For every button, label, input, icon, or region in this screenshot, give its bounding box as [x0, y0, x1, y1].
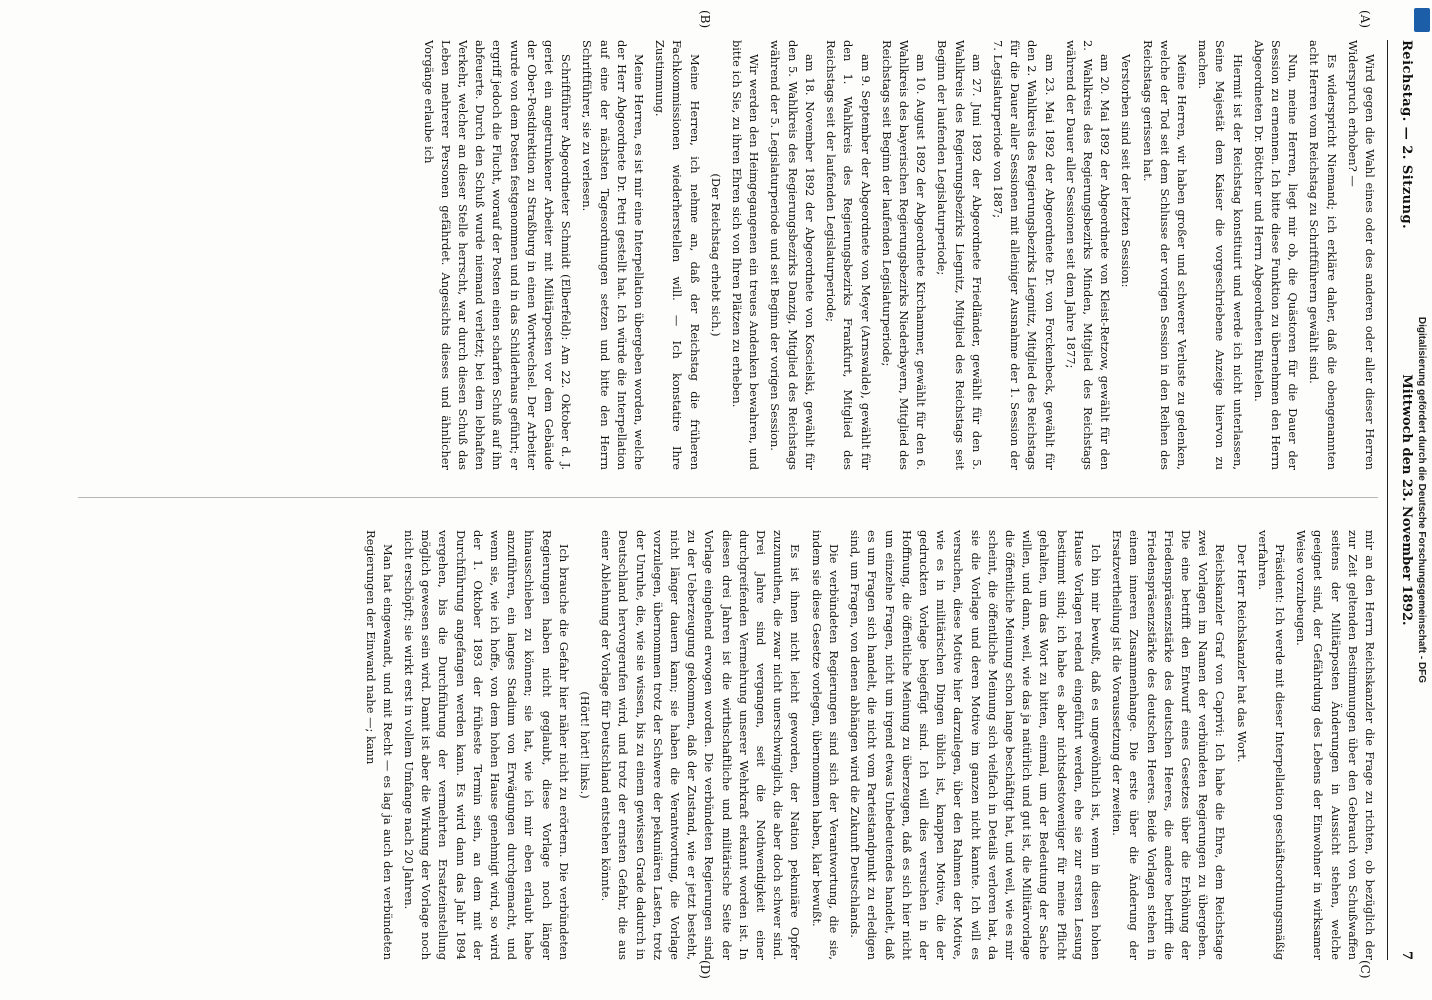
paragraph: mir an den Herrn Reichskanzler die Frage zu richten, ob bezüglich der zur Zeit geltenden Bestimmungen über den Gebrauch von Schußwaffen seitens der Militärposten Änderungen in Aussicht stehen, welche geeignet sind, der Gefährdung des Lebens der Einwohner in wirksamer Weise vorzubeugen.	[1294, 530, 1377, 960]
paragraph: am 9. September der Abgeordnete von Meyer (Arnswalde), gewählt für den 1. Wahlkreis des Regierungsbezirks Frankfurt, Mitglied des Reichstags seit der laufenden Legislaturperiode;	[824, 40, 873, 470]
paragraph: am 18. November 1892 der Abgeordnete von Koscielski, gewählt für den 5. Wahlkreis des Regierungsbezirks Danzig, Mitglied des Reichstags während der 5. Legislaturperiode und seit Beginn der vorigen Session.	[768, 40, 817, 470]
paragraph: am 27. Juni 1892 der Abgeordnete Friedländer, gewählt für den 5. Wahlkreis des Regierungsbezirks Liegnitz, Mitglied des Reichstags seit Beginn der laufenden Legislaturperiode;	[935, 40, 984, 470]
digitization-credit	[1410, 0, 1432, 1000]
paragraph: am 23. Mai 1892 der Abgeordnete Dr. von Forckenbeck, gewählt für den 2. Wahlkreis des Regierungsbezirks Liegnitz, Mitglied des Reichstags für die Dauer aller Sessionen mit alleiniger Ausnahme der 1. Session der 7. Legislaturperiode von 1887;	[990, 40, 1057, 470]
paragraph: Schriftführer Abgeordneter Schmidt (Elberfeld): Am 22. Oktober d. J. geriet ein angetrunkener Arbeiter mit Militärposten vor dem Gebäude der Ober-Postdirektion zu Straßburg in einen Wortwechsel. Der Arbeiter wurde von dem Posten festgenommen und in das Schilderhaus geführt; er ergriff jedoch die Flucht, worauf der Posten einen scharfen Schuß auf ihn abfeuerte. Durch den Schuß wurde niemand verletzt; bei dem lebhaften Verkehr, welcher an dieser Stelle herrscht, war durch diesen Schuß das Leben mehrerer Personen gefährdet. Angesichts dieses und ähnlicher Vorgänge erlaube ich	[421, 40, 574, 470]
right-column	[48, 530, 1378, 960]
page-number: 7	[1399, 950, 1414, 960]
paragraph: Es widerspricht Niemand; ich erkläre daher, daß die obengenannten acht Herren vom Reichstag zu Schriftführern gewählt sind.	[1307, 40, 1339, 470]
paragraph: Wird gegen die Wahl eines oder des anderen oder aller dieser Herren Widerspruch erhoben? —	[1345, 40, 1377, 470]
stage-direction: (Hört! hört! links.)	[578, 691, 593, 799]
margin-letter-a: (A)	[1358, 10, 1372, 29]
stage-direction: (Der Reichstag erhebt sich.)	[708, 173, 723, 337]
paragraph: Ich bin mir bewußt, daß es ungewöhnlich ist, wenn in diesen hohen Hause Vorlagen redend eingeführt werden, ehe sie zur ersten Lesung bestimmt sind; ich habe es aber nichtsdestoweniger für meine Pflicht gehalten, um das Wort zu bitten, einmal, um der Bedeutung der Sache willen, und dann, weil, wie das ja natürlich und gut ist, die Militärvorlage die öffentliche Meinung schon lange beschäftigt hat, und weil, wie es mir scheint, die öffentliche Meinung sich vielfach in Details verloren hat, da sie die Vorlage und deren Motive im ganzen nicht kannte. Ich will es versuchen, diese Motive hier darzulegen, über den Rahmen der Motive, wie es in militärischen Dingen üblich ist, knappen Motive, die der gedruckten Vorlage beigefügt sind. Ich will dies versuchen in der Hoffnung, die öffentliche Meinung zu überzeugen, daß es sich hier nicht um einzelne Fragen, nicht um irgend etwas Unbedeutendes handelt, daß es um Fragen sich handelt, die nicht vom Parteistandpunkt zu erledigen sind, um Fragen, von denen abhängen wird die Zukunft Deutschlands.	[848, 530, 1103, 960]
paragraph: Meine Herren, wir haben großer und schwerer Verluste zu gedenken, welche der Tod seit dem Schlusse der vorigen Session in den Reihen des Reichstags gerissen hat.	[1140, 40, 1189, 470]
paragraph: Der Herr Reichskanzler hat das Wort.	[1234, 544, 1249, 763]
header-rule	[1387, 40, 1388, 960]
paragraph: Ich brauche die Gefahr hier näher nicht zu erörtern. Die verbündeten Regierungen haben nicht geglaubt, diese Vorlage noch länger hinausschieben zu können; sie hat, wie ich mir eben erlaubt habe anzuführen, ein langes Stadium von Erwägungen durchgemacht, und wenn sie, wie ich hoffe, von dem hohen Hause genehmigt wird, so wird der 1. Oktober 1893 der früheste Termin sein, an dem mit der Durchführung angefangen werden kann. Es wird dann das Jahr 1894 vergehen, bis die Durchführung der vermehrten Ersatzeinstellung möglich gewesen sein wird. Damit ist aber die Wirkung der Vorlage noch nicht erschöpft; sie wirkt erst in vollem Umfange nach 20 Jahren.	[402, 530, 571, 960]
paragraph: Präsident: Ich werde mit dieser Interpellation geschäftsordnungsmäßig verfahren.	[1255, 530, 1287, 960]
paragraph: am 10. August 1892 der Abgeordnete Kirchammer, gewählt für den 6. Wahlkreis des bayerischen Regierungsbezirks Niederbayern, Mitglied des Reichstags seit Beginn der laufenden Legislaturperiode;	[879, 40, 929, 470]
paragraph: Wir werden den Heimgegangenen ein treues Andenken bewahren, und bitte ich Sie, zu ihren Ehren sich von Ihren Plätzen zu erheben.	[730, 40, 762, 470]
margin-letter-b: (B)	[698, 10, 712, 29]
paragraph: Reichskanzler Graf von Caprivi: Ich habe die Ehre, dem Reichstage zwei Vorlagen im Namen der verbündeten Regierungen zu übergeben. Die eine betrifft den Entwurf eines Gesetzes über die Erhöhung der Friedenspräsenzstärke des deutschen Heeres, die andere betrifft die Friedenspräsenzstärke des deutschen Heeres. Beide Vorlagen stehen in einem inneren Zusammenhange. Die erste über die Änderung der Ersatzvertheilung ist die Voraussetzung der zweiten.	[1110, 530, 1228, 960]
margin-letter-d: (D)	[698, 960, 712, 979]
column-divider	[78, 497, 1378, 498]
paragraph: Meine Herren, es ist mir eine Interpellation übergeben worden, welche der Herr Abgeordnete Dr. Petri gestellt hat. Ich würde die Interpellation auf eine der nächsten Tagesordnungen setzen und bitte den Herrn Schriftführer, sie zu verlesen.	[580, 40, 647, 470]
paragraph: Man hat eingewandt, und mit Recht — es lag ja auch den verbündeten Regierungen der Einwand nahe —; kann	[363, 530, 395, 960]
dfg-logo-icon	[1414, 8, 1430, 32]
header-left: Reichstag. — 2. Sitzung.	[1399, 40, 1414, 230]
paragraph: am 20. Mai 1892 der Abgeordnete von Kleist-Retzow, gewählt für den 2. Wahlkreis des Regierungsbezirks Minden, Mitglied des Reichstags während der Dauer aller Sessionen seit dem Jahre 1877;	[1063, 40, 1113, 470]
left-column	[48, 40, 1378, 470]
paragraph: Es ist ihnen nicht leicht geworden, der Nation pekuniäre Opfer zuzumuthen, die zwar nicht unerschwinglich, die aber doch schwer sind. Drei Jahre sind vergangen, seit die Nothwendigkeit einer durchgreifenden Vermehrung unserer Wehrkraft erkannt worden ist. In diesen drei Jahren ist die wirthschaftliche und militärische Seite der Vorlage eingehend erwogen worden. Die verbündeten Regierungen sind zu der Ueberzeugung gekommen, daß der Zustand, wie er jetzt besteht, nicht länger dauern kann; sie haben die Verantwortung, die Vorlage vorzulegen, übernommen trotz der Schwere der pekuniären Lasten, trotz der Unruhe, die, wie sie wissen, bis zu einem gewissen Grade dadurch in Deutschland hervorgerufen wird, und trotz der ernsten Gefahr, die aus einer Ablehnung der Vorlage für Deutschland entstehen könnte.	[599, 530, 803, 960]
margin-letter-c: (C)	[1358, 960, 1372, 979]
paragraph: Meine Herren, ich nehme an, daß der Reichstag die früheren Fachkommissionen wiederherstellen will. — Ich konstatire Ihre Zustimmung.	[653, 40, 702, 470]
paragraph: Hiermit ist der Reichstag konstituirt und werde ich nicht unterlassen, Seine Majestät dem Kaiser die vorgeschriebene Anzeige hiervon zu machen.	[1196, 40, 1245, 470]
digitization-credit-text: Digitalisierung gefördert durch die Deutsche Forschungsgemeinschaft - DFG	[1416, 316, 1427, 684]
header-date: Mittwoch den 23. November 1892.	[1399, 374, 1414, 626]
paragraph: Verstorben sind seit der letzten Session:	[1119, 54, 1134, 288]
paragraph: Die verbündeten Regierungen sind sich der Verantwortung, die sie, indem sie diese Gesetze vorlegen, übernommen haben, klar bewußt.	[809, 530, 841, 960]
paragraph: Nun, meine Herren, liegt mir ob, die Quästoren für die Dauer der Session zu ernennen. Ich bitte diese Funktion zu übernehmen den Herrn Abgeordneten Dr. Böttcher und Herrn Abgeordneten Rintelen.	[1251, 40, 1301, 470]
